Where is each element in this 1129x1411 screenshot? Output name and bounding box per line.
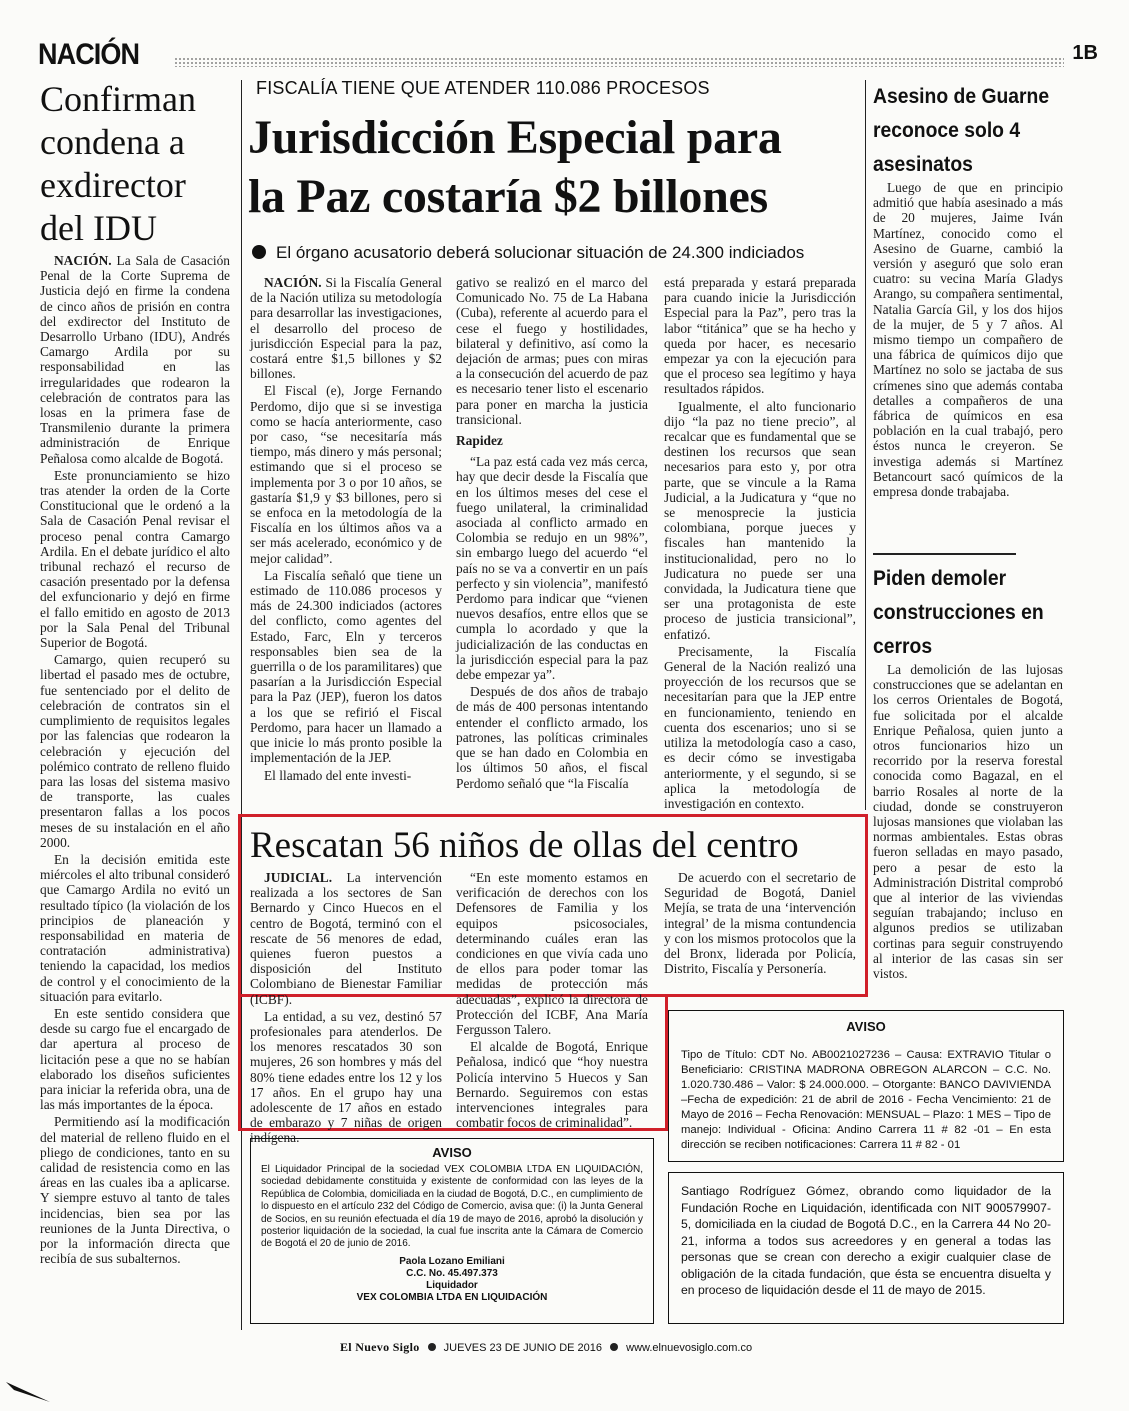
footer	[340, 1340, 900, 1355]
section-header	[38, 38, 1098, 70]
main-headline-line1: Jurisdicción Especial para	[248, 111, 782, 164]
paragraph: De acuerdo con el secretario de Seguridad de Bogotá, Daniel Mejía, se trata de una ‘intervención integral’ de la misma contundencia y con los mismos protocolos que la del Bronx, liderada por Policía, Distrito, Fiscalía y Personería.	[664, 870, 856, 977]
main-col-1	[250, 275, 442, 785]
paragraph: Camargo, quien recuperó su libertad el pasado mes de octubre, fue sentenciado por el delito de celebración de contratos sin el cumplimiento de requisitos legales por las falencias que rodearon la celebración y ejecución del polémico contrato de relleno fluido para las losas del sistema masivo de transporte, las cuales presentaron fallas a los pocos meses de su instalación en el año 2000.	[40, 652, 230, 850]
notice-2-role: Liquidador	[426, 1279, 478, 1291]
rescue-col-3	[664, 870, 856, 978]
main-deck	[252, 243, 862, 263]
main-col-3	[664, 275, 856, 813]
notice-2-title: AVISO	[432, 1145, 472, 1160]
paragraph: La Fiscalía señaló que tiene un estimado de 110.086 procesos y más de 24.300 indiciados (actores del conflicto, como agentes del Estado, Farc, Eln y terceros responsables bien sea de la guerrilla o de los paramilitares) que pasarían a la Jurisdicción Especial para la Paz (JEP), fueron los datos a los que se refirió el Fiscal Perdomo, para hacer un llamado a que inicie lo más pronto posible la implementación de la JEP.	[250, 567, 442, 766]
left-story-headline: Confirman condena a exdirector del IDU	[40, 79, 196, 248]
main-deck-text: El órgano acusatorio deberá solucionar situación de 24.300 indiciados	[276, 243, 805, 262]
rescue-col-2	[456, 870, 648, 1132]
dateline: JUDICIAL.	[264, 870, 333, 885]
main-kicker: FISCALÍA TIENE QUE ATENDER 110.086 PROCESOS	[256, 78, 710, 98]
footer-date: JUEVES 23 DE JUNIO DE 2016	[443, 1342, 603, 1354]
paragraph: “En este momento estamos en verificación de derechos con los Defensores de Familia y los equipos psicosociales, determinando cuáles eran las condiciones en que vivía cada uno de ellos para poder tomar las medidas de protección más adecuadas”, explicó la directora de Protección del ICBF, Ana María Fergusson Talero.	[456, 870, 648, 1038]
main-headline-line2: la Paz costaría $2 billones	[248, 170, 768, 223]
paragraph: Igualmente, el alto funcionario dijo “la paz no tiene precio”, al recalcar que es fundamental que se destinen los recursos que sean necesarios para esto y, por otra parte, que se vincule a la Rama Judicial, a la Judicatura y “que no se menosprecie la justicia colombiana, porque jueces y fiscales han mantenido la institucionalidad, pero no lo Judicatura no puede ser una convidada, la Judicatura tiene que ser una protagonista de este proceso de justicia transicional”, enfatizó.	[664, 398, 856, 642]
notice-1-title: AVISO	[846, 1019, 886, 1034]
paragraph: “La paz está cada vez más cerca, hay que decir desde la Fiscalía que en los últimos meses del cese el fuego unilateral, la criminalidad asociada al conflicto armado en Colombia se redujo en un 98%”, sin embargo luego del acuerdo “el país no se va a convertir en un país perfecto y sin violencia”, manifestó Perdomo para indicar que “vienen nuevos desafíos, entre ellos que se cumpla lo acordado y que la judicialización de las conductas en la jurisdicción especial para la paz debe empezar ya”.	[456, 454, 648, 683]
paragraph: La entidad, a su vez, destinó 57 profesionales para atenderlos. De los menores rescatados 30 son mujeres, 26 son hombres y más del 80% tiene edades entre los 12 y los 17 años. En el grupo hay una adolescente de 17 años en estado de embarazo y 7 niñas de origen indígena.	[250, 1008, 442, 1146]
paragraph: En este sentido considera que desde su cargo fue el encargado de dar apertura al proceso de licitación pese a que no se habían elaborado los diseños suficientes para iniciar la referida obra, una de las más importantes de la época.	[40, 1005, 230, 1113]
dateline: NACIÓN.	[264, 275, 322, 290]
main-headline	[248, 108, 860, 226]
left-story-body	[40, 253, 230, 1268]
paragraph: La demolición de las lujosas construcciones que se adelantan en los cerros Orientales de Bogotá, fue solicitada por el alcalde Enrique Peñalosa, quien junto a otros funcionarios hizo un recorrido por la reserva forestal conocida como Bagazal, en el barrio Rosales al norte de la ciudad, donde se construyeron lujosas mansiones que violaban las normas ambientales. Estas obras fueron selladas en mayo pasado, pero a pesar de esto la Administración Distrital comprobó que al interior de las viviendas seguían trabajando; incluso en algunos predios se utilizaban cortinas para seguir construyendo al interior de las casas sin ser vistos.	[873, 662, 1063, 982]
paragraph: Precisamente, la Fiscalía General de la Nación realizó una proyección de los recursos que se necesitarían para que la JEP entre en funcionamiento, teniendo en cuenta dos escenarios; uno si se utiliza la metodología caso a caso, es decir cómo se investigaba anteriormente, y el segundo, si se aplica la metodología de investigación en contexto.	[664, 643, 856, 811]
notice-3	[668, 1172, 1064, 1324]
paragraph: JUDICIAL. La intervención realizada a los sectores de San Bernardo y Cinco Huecos en el centro de Bogotá, terminó con el rescate de 56 menores de edad, quienes fueron puestos a disposición del Instituto Colombiano de Bienestar Familiar (ICBF).	[250, 870, 442, 1007]
paragraph: El alcalde de Bogotá, Enrique Peñalosa, indicó que “hoy nuestra Policía intervino 5 Huecos y San Bernardo. Seguiremos con estas intervenciones integrales para combatir focos de criminalidad”.	[456, 1039, 648, 1131]
notice-2-id: C.C. No. 45.497.373	[406, 1267, 498, 1279]
notice-2-body: El Liquidador Principal de la sociedad VEX COLOMBIA LTDA EN LIQUIDACIÓN, sociedad debidamente constituida y existente de conformidad con las leyes de la República de Colombia, domiciliada en la ciudad de Bogotá, D.C., en cumplimiento de lo dispuesto en el artículo 232 del Código de Comercio, avisa que: (i) la Junta General de Socios, en su reunión efectuada el día 19 de mayo de 2016, aprobó la disolución y posterior liquidación de la sociedad, la cual fue inscrita ante la Cámara de Comercio de Bogotá el 20 de junio de 2016.	[261, 1164, 643, 1250]
paragraph: El llamado del ente investi-	[264, 767, 412, 783]
main-col-2	[456, 275, 648, 793]
column-rule	[865, 80, 866, 810]
dateline: NACIÓN.	[54, 253, 112, 268]
notice-2-signer: Paola Lozano Emiliani	[399, 1255, 505, 1267]
page-number: 1B	[1072, 42, 1098, 64]
paragraph: Este pronunciamiento se hizo tras atender la orden de la Corte Constitucional que le ordenó a la Sala de Casación Penal revisar el proceso penal contra Camargo Ardila. En el debate jurídico el alto tribunal rechazó el recurso de casación presentado por la defensa del exfuncionario y dejó en firme el fallo emitido en agosto de 2013 por la Sala Penal del Tribunal Superior de Bogotá.	[40, 467, 230, 651]
right-story1-body	[873, 180, 1063, 501]
footer-url: www.elnuevosiglo.com.co	[626, 1342, 753, 1354]
section-title: NACIÓN	[38, 38, 140, 71]
column-rule	[241, 80, 242, 1330]
notice-1	[668, 1010, 1064, 1162]
header-dotted-rule	[174, 57, 1064, 67]
paragraph: NACIÓN. Si la Fiscalía General de la Nación utiliza su metodología para desarrollar las investigaciones, el desarrollo del proceso de jurisdicción Especial para la paz, costará entre $1,5 billones y $2 billones.	[250, 275, 442, 382]
story-divider	[873, 553, 1016, 555]
right-story2-body	[873, 662, 1063, 983]
paragraph: El Fiscal (e), Jorge Fernando Perdomo, dijo que si se investiga como se hacía anteriormente, caso por caso, “se necesitaría más tiempo, más dinero y más personal; estimando que si el proceso se implementa por 3 o por 10 años, se gastaría $1,9 y $3 billones, pero si se enfoca en la metodología de la Fiscalía en los últimos años va a ser más acelerado, económico y de mejor calidad”.	[250, 383, 442, 566]
corner-arrow-icon	[4, 1376, 54, 1406]
rescue-col-1	[250, 870, 442, 1148]
footer-bullet-icon	[428, 1343, 436, 1351]
main-subhead: Rapidez	[456, 433, 503, 449]
rescue-headline: Rescatan 56 niños de ollas del centro	[250, 825, 799, 866]
paragraph: Luego de que en principio admitió que había asesinado a más de 20 mujeres, Jaime Iván Martínez, conocido como el Asesino de Guarne, cambió la versión y aseguró que solo eran cuatro: su vecina María Gladys Arango, su compañera sentimental, Natalia García Gil, y los dos hijos de la mujer, de 5 y 7 años. Al mismo tiempo un compañero de una fábrica de químicos dijo que Martínez no solo se jactaba de sus crímenes sino que además contaba detalles a compañeros de una fábrica de químicos en esa población en la cual trabajó, pero éstos nunca le creyeron. Se investiga además si Martínez Betancourt sacó químicos de la empresa donde trabajaba.	[873, 180, 1063, 500]
right-story1-headline: Asesino de Guarne reconoce solo 4 asesinatos	[873, 85, 1050, 176]
paragraph: está preparada y estará preparada para cuando inicie la Jurisdicción Especial para la Paz”, pero tras la labor “titánica” que se ha hecho y queda por hacer, es necesario empezar ya con la ejecución para que el proceso sea legítimo y haya resultados rápidos.	[664, 275, 856, 397]
notice-3-body: Santiago Rodríguez Gómez, obrando como liquidador de la Fundación Roche en Liquidación, identificada con NIT 900579907-5, domiciliada en la ciudad de Bogotá D.C., en la Carrera 44 No 20- 21, informa a todos sus acreedores y en general a todas las personas que se crean con derecho a exigir cualquier clase de obligación de la citada fundación, que ésta se encuentra disuelta y en proceso de liquidación desde el 11 de mayo de 2015.	[681, 1184, 1051, 1297]
paragraph: Después de dos años de trabajo de más de 400 personas intentando entender el conflicto armado, los patrones, las políticas criminales que se han dado en Colombia en los últimos 50 años, el fiscal Perdomo señaló que “la Fiscalía	[456, 684, 648, 791]
footer-bullet-icon	[610, 1343, 618, 1351]
paragraph: NACIÓN. La Sala de Casación Penal de la Corte Suprema de Justicia dejó en firme la condena de cinco años de prisión en contra del exdirector del Instituto de Desarrollo Urbano (IDU), Andrés Camargo Ardila por su responsabilidad en las irregularidades que rodearon la celebración de contratos para las losas en la primera fase de Transmilenio durante la primera administración de Enrique Peñalosa como alcalde de Bogotá.	[40, 253, 230, 466]
notice-2	[250, 1138, 654, 1324]
footer-paper: El Nuevo Siglo	[340, 1340, 420, 1354]
notice-2-company: VEX COLOMBIA LTDA EN LIQUIDACIÓN	[356, 1291, 548, 1303]
notice-1-body: Tipo de Título: CDT No. AB0021027236 – Causa: EXTRAVIO Titular o Beneficiario: CRISTINA MADRONA OBREGON ALARCON – C.C. No. 1.020.730.486 – Valor: $ 24.000.000. – Otorgante: BANCO DAVIVIENDA –Fecha de expedición: 21 de abril de 2016 - Fecha Vencimiento: 21 de Mayo de 2016 – Fecha Renovación: MENSUAL – Plazo: 1 MES – Tipo de manejo: Individual - Oficina: Andino Carrera 11 # 82 -01 – En esta dirección se reciben notificaciones: Carrera 11 # 82 - 01	[681, 1049, 1051, 1151]
paragraph: gativo se realizó en el marco del Comunicado No. 75 de La Habana (Cuba), referente al acuerdo para el cese el fuego y hostilidades, bilateral y definitivo, así como la dejación de armas; pues con miras a la consecución del acuerdo de paz es necesario tener listo el escenario para poner en marcha la justicia transicional.	[456, 275, 648, 427]
paragraph: Permitiendo así la modificación del material de relleno fluido en el pliego de condiciones, tanto en su calidad de resistencia como en las áreas en las cuales iba a aplicarse. Y siempre estuvo al tanto de tales incidencias, bien sea por las reuniones de la Junta Directiva, o por la información directa que recibía de sus subalternos.	[40, 1114, 230, 1267]
paragraph: En la decisión emitida este miércoles el alto tribunal consideró que Camargo Ardila no evitó un resultado típico (la violación de los principios de planeación y responsabilidad en materia de contratación administrativa) teniendo la capacidad, los medios de control y el conocimiento de la situación para evitarlo.	[40, 851, 230, 1004]
right-story2-headline: Piden demoler construcciones en cerros	[873, 567, 1044, 658]
bullet-icon	[252, 245, 266, 259]
